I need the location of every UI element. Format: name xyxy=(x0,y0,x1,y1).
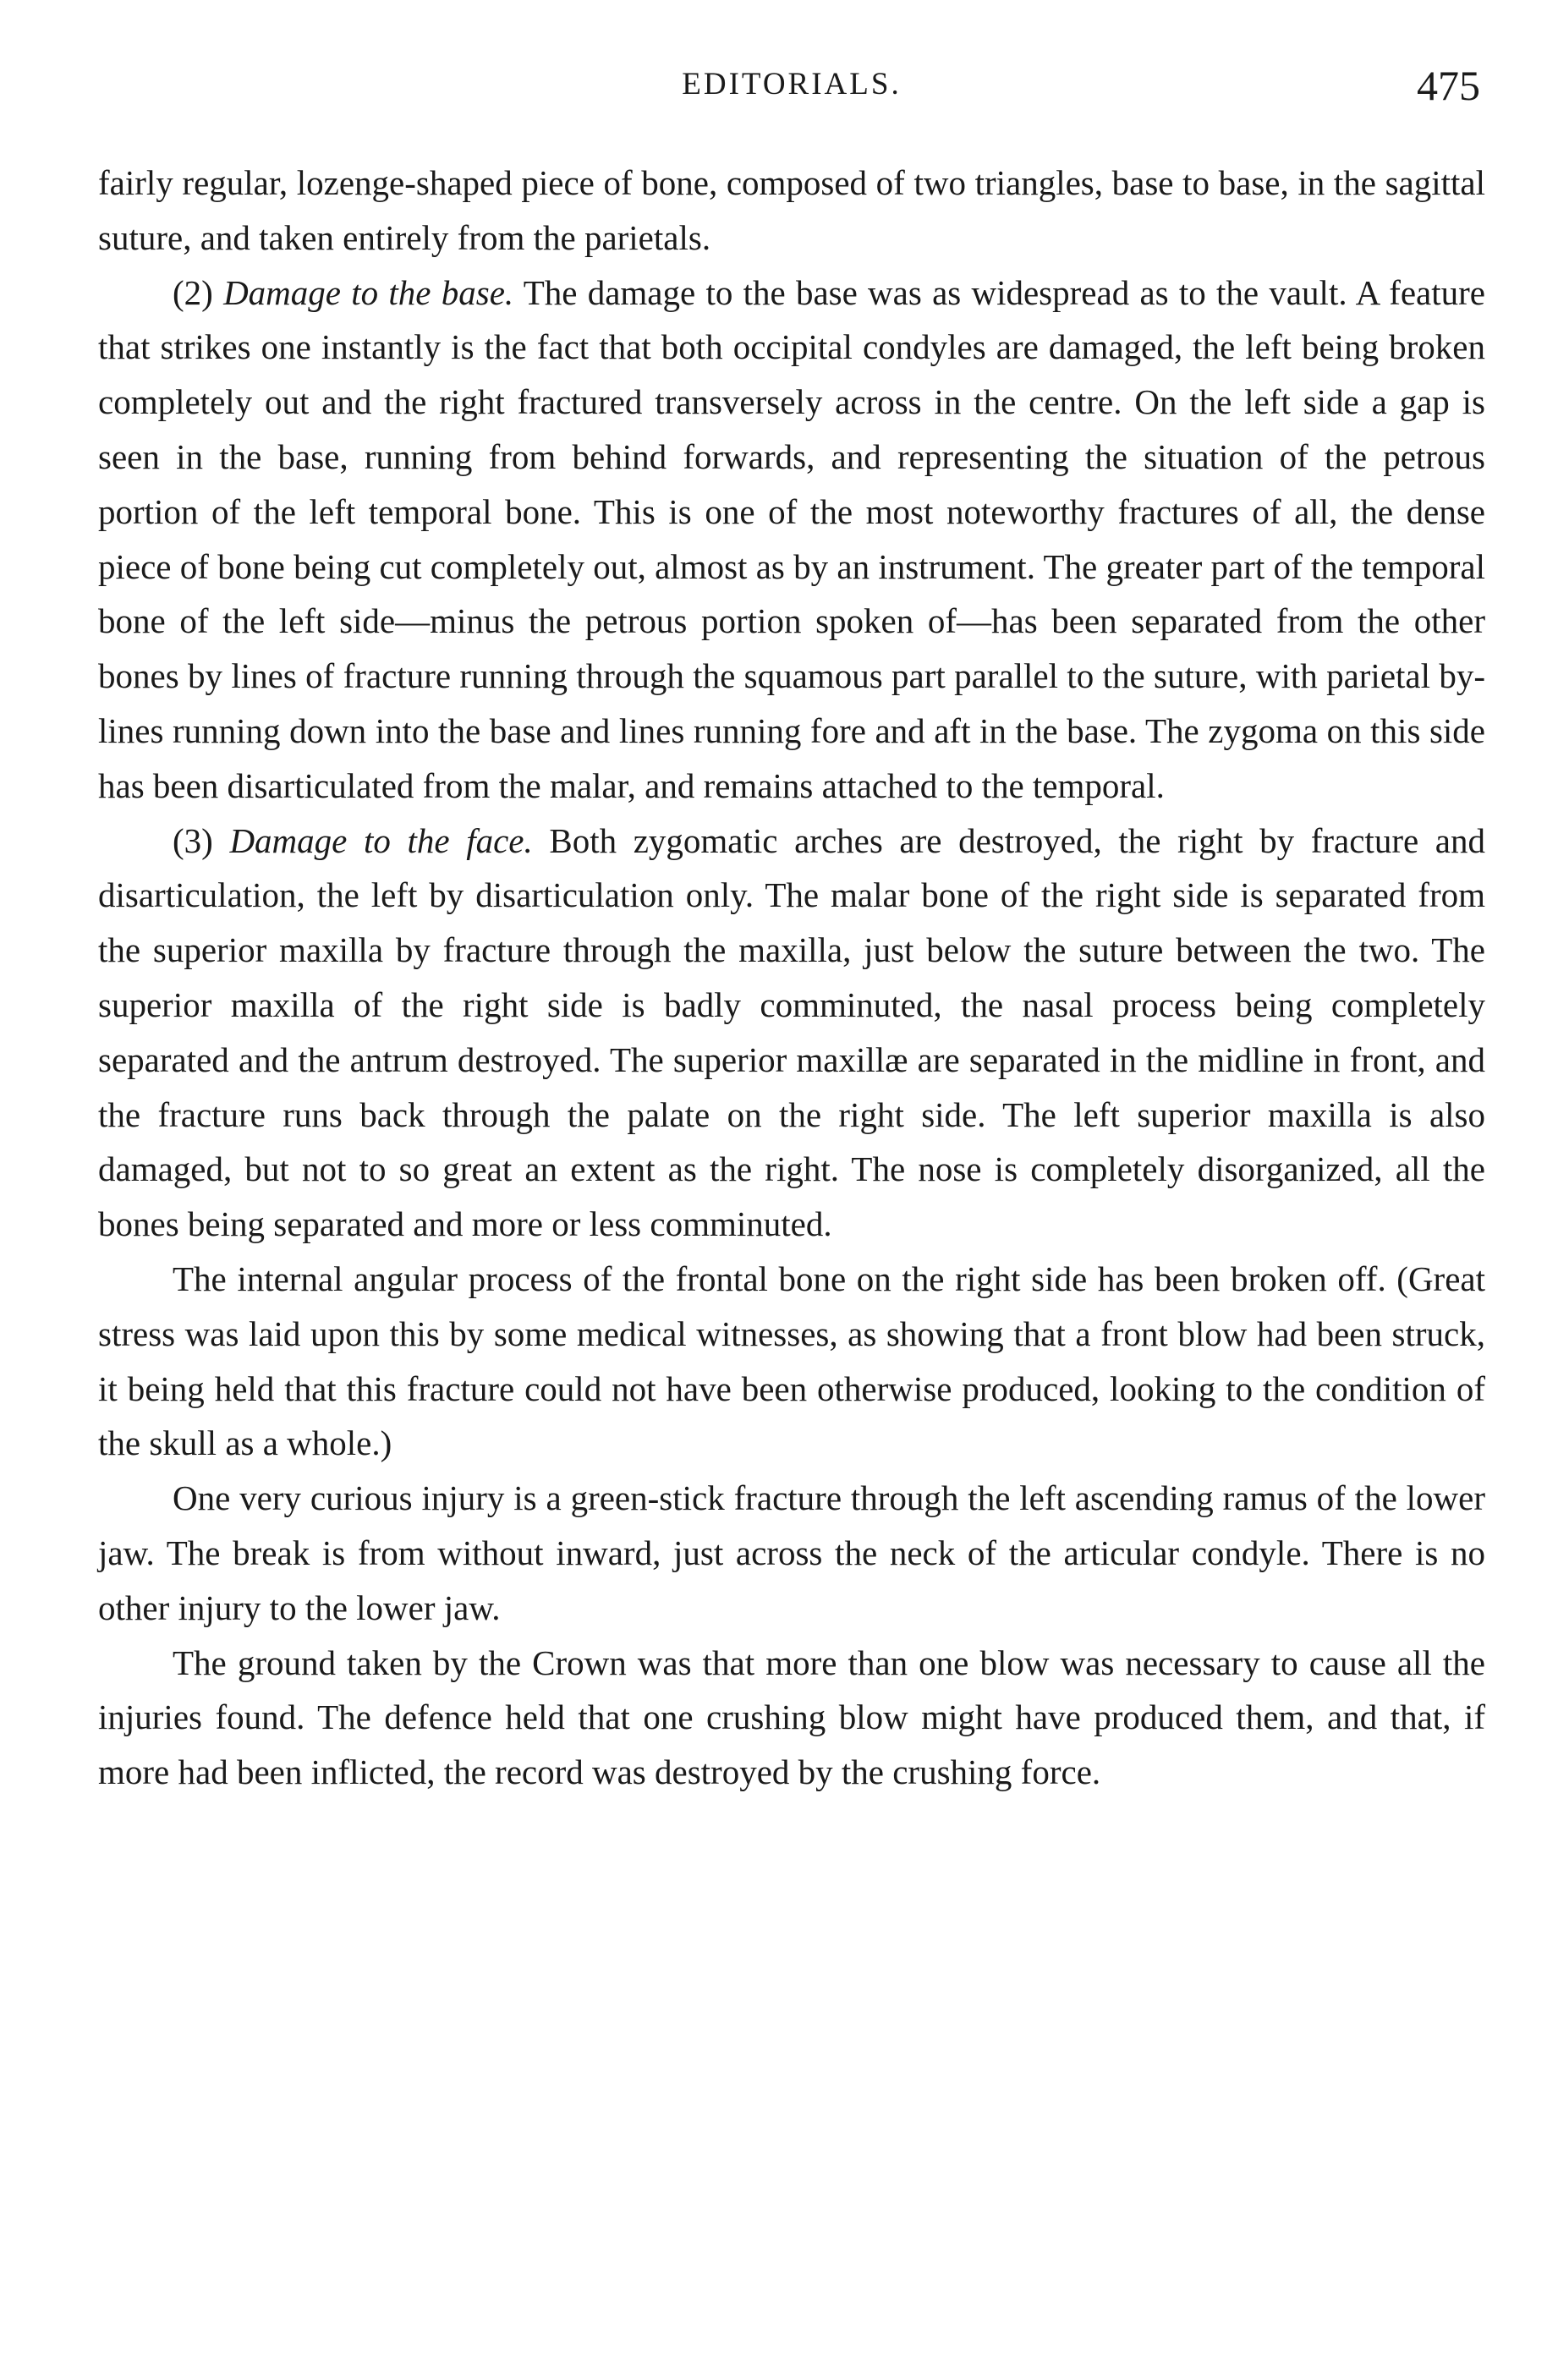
paragraph-text: The internal angular process of the frontal bone on the right side has been broken off. (Great stress was laid upon this by some medical witnesses, as showing that a front blow had been struck, it being held that this fracture could not have been otherwise produced, looking to the condition of the skull as a whole.) xyxy=(98,1259,1485,1463)
paragraph-internal-angular-process xyxy=(98,1252,1485,1471)
paragraph-crown-and-defence xyxy=(98,1636,1485,1800)
section-heading: Damage to the base. xyxy=(223,272,514,312)
section-heading: Damage to the face. xyxy=(229,820,533,860)
running-title: EDITORIALS. xyxy=(682,67,902,101)
paragraph-green-stick-fracture xyxy=(98,1471,1485,1635)
paragraph-text: Both zygomatic arches are destroyed, the right by fracture and disarticulation, the left by disarticulation only. The malar bone of the right side is separated from the superior maxilla by fracture through the maxilla, just below the suture between the two. The superior maxilla of the right side is badly comminuted, the nasal process being completely separated and the antrum destroyed. The superior maxillæ are separated in the midline in front, and the fracture runs back through the palate on the right side. The left superior maxilla is also damaged, but not to so great an extent as the right. The nose is completely disorganized, all the bones being separated and more or less comminuted. xyxy=(98,820,1485,1244)
section-number: (2) xyxy=(173,272,224,312)
page-number: 475 xyxy=(1417,62,1480,109)
paragraph-text: One very curious injury is a green-stick fracture through the left ascending ramus of the lower jaw. The break is from without inward, just across the neck of the articular condyle. There is no other injury to the lower jaw. xyxy=(98,1478,1485,1627)
paragraph-text: The damage to the base was as widespread as to the vault. A feature that strikes one instantly is the fact that both occipital condyles are damaged, the left being broken completely out and the right fractured transversely across in the centre. On the left side a gap is seen in the base, running from behind forwards, and representing the situation of the petrous portion of the left temporal bone. This is one of the most noteworthy fractures of all, the dense piece of bone being cut completely out, almost as by an instrument. The greater part of the temporal bone of the left side—minus the petrous portion spoken of—has been separated from the other bones by lines of fracture running through the squamous part parallel to the suture, with parietal by-lines running down into the base and lines running fore and aft in the base. The zygoma on this side has been disarticulated from the malar, and remains attached to the temporal. xyxy=(98,272,1485,805)
running-head xyxy=(98,61,1485,120)
section-number: (3) xyxy=(173,820,230,860)
paragraph-text: fairly regular, lozenge-shaped piece of bone, composed of two triangles, base to base, in the sagittal suture, and taken entirely from the parietals. xyxy=(98,163,1485,257)
paragraph-text: The ground taken by the Crown was that more than one blow was necessary to cause all the injuries found. The defence held that one crushing blow might have produced them, and that, if more had been inflicted, the record was destroyed by the crushing force. xyxy=(98,1642,1485,1792)
paragraph-continuation xyxy=(98,156,1485,266)
paragraph-damage-to-base xyxy=(98,266,1485,814)
body-text xyxy=(98,156,1485,1800)
paragraph-damage-to-face xyxy=(98,814,1485,1252)
